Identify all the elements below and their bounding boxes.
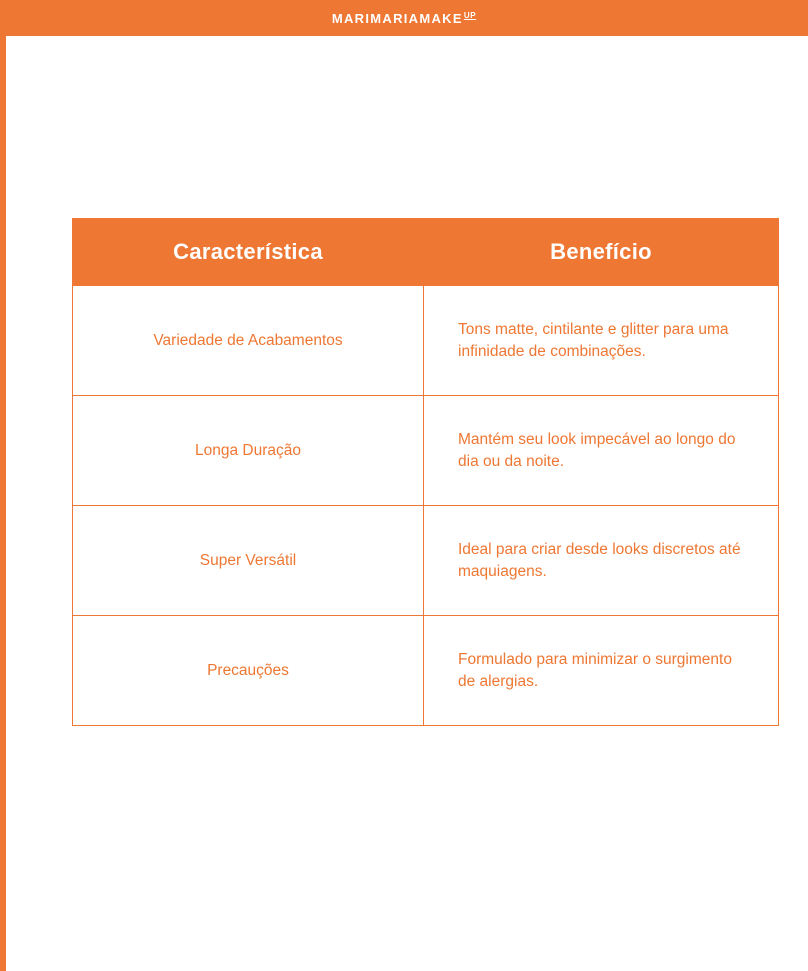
table-row [73, 286, 779, 396]
column-header-feature: Característica [73, 219, 424, 286]
table-row [73, 506, 779, 616]
cell-feature: Precauções [73, 616, 424, 726]
table-row [73, 616, 779, 726]
cell-benefit: Mantém seu look impecável ao longo do dia ou da noite. [424, 396, 779, 506]
cell-feature: Variedade de Acabamentos [73, 286, 424, 396]
table-body [73, 286, 779, 726]
benefits-table [72, 218, 779, 726]
cell-feature: Longa Duração [73, 396, 424, 506]
brand-suffix: UP [463, 10, 477, 20]
table-header [73, 219, 779, 286]
cell-feature: Super Versátil [73, 506, 424, 616]
left-accent-bar [0, 0, 6, 971]
column-header-benefit: Benefício [424, 219, 779, 286]
table-header-row [73, 219, 779, 286]
table-row [73, 396, 779, 506]
cell-benefit: Ideal para criar desde looks discretos até maquiagens. [424, 506, 779, 616]
cell-benefit: Formulado para minimizar o surgimento de alergias. [424, 616, 779, 726]
cell-benefit: Tons matte, cintilante e glitter para uma infinidade de combinações. [424, 286, 779, 396]
brand-name: MARIMARIAMAKE [331, 10, 463, 26]
brand-header-bar [0, 0, 808, 36]
brand-logo [332, 11, 476, 26]
benefits-table-container [72, 218, 741, 726]
